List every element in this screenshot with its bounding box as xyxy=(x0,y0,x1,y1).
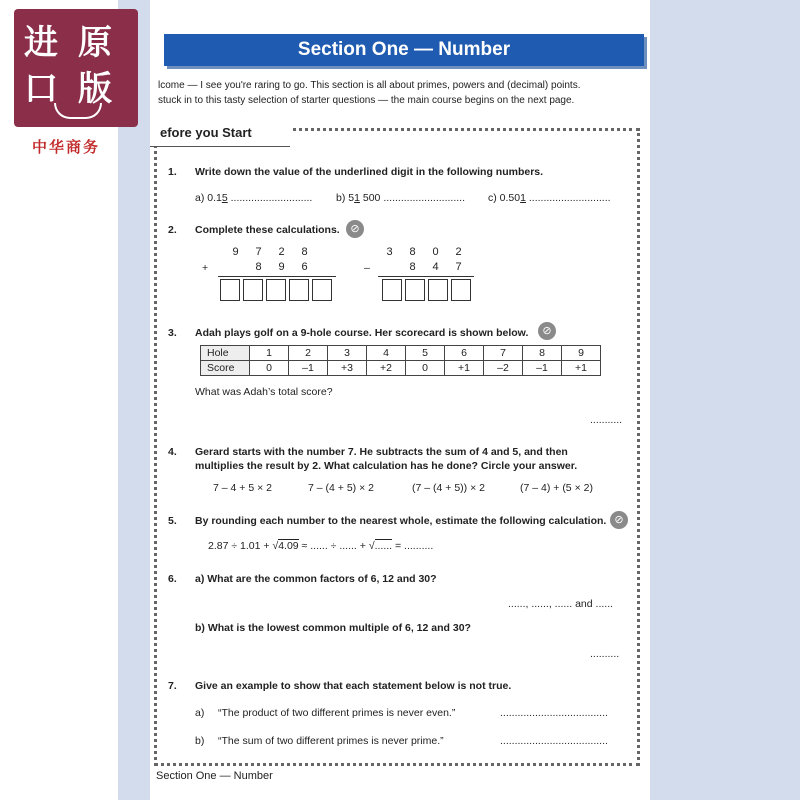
q4-line-1: Gerard starts with the number 7. He subtracts the sum of 4 and 5, and then xyxy=(195,446,568,458)
q2-sub-top xyxy=(378,246,470,258)
score-header: Score xyxy=(201,361,250,376)
digit: 8 xyxy=(409,246,416,258)
q1-b-number: 5 xyxy=(348,192,355,204)
q2-add-top xyxy=(224,246,316,258)
digit: 6 xyxy=(301,261,308,273)
q6-a-text: a) What are the common factors of 6, 12 and 30? xyxy=(195,573,437,585)
before-you-start-label: efore you Start xyxy=(150,120,290,147)
score-cell: +3 xyxy=(328,361,367,376)
hole-header: Hole xyxy=(201,346,250,361)
score-row xyxy=(201,361,601,376)
q1-b-blank: ............................ xyxy=(383,192,465,204)
digit: 8 xyxy=(409,261,416,273)
q2-number: 2. xyxy=(168,224,177,236)
answer-box[interactable] xyxy=(266,279,286,301)
section-title: Section One — Number xyxy=(164,34,644,66)
q2-sub-bottom xyxy=(401,261,470,273)
q1-text: Write down the value of the underlined digit in the following numbers. xyxy=(195,166,544,178)
answer-box[interactable] xyxy=(220,279,240,301)
q2-add-operator: + xyxy=(202,262,209,274)
q5-expr-part: 2.87 ÷ 1.01 + xyxy=(208,540,273,552)
score-cell: +1 xyxy=(445,361,484,376)
q4-number: 4. xyxy=(168,446,177,458)
logo-char: 进 xyxy=(24,23,58,63)
q1-part-a xyxy=(195,192,312,204)
answer-box[interactable] xyxy=(405,279,425,301)
q1-part-b xyxy=(336,192,465,204)
q7-a-text: “The product of two different primes is never even.” xyxy=(218,707,456,719)
score-cell: –2 xyxy=(484,361,523,376)
q5-expr-part: = .......... xyxy=(392,540,434,552)
digit: 7 xyxy=(455,261,462,273)
no-calculator-icon: ⊘ xyxy=(610,511,628,529)
q1-a-number: 0.1 xyxy=(207,192,222,204)
q2-add-bottom xyxy=(247,261,316,273)
q1-a-label: a) xyxy=(195,192,205,204)
page-footer: Section One — Number xyxy=(156,770,273,782)
digit: 7 xyxy=(255,246,262,258)
q1-a-blank: ............................ xyxy=(230,192,313,204)
q7-b-text: “The sum of two different primes is never prime.” xyxy=(218,735,444,747)
answer-box[interactable] xyxy=(451,279,471,301)
digit: 4 xyxy=(432,261,439,273)
q6-b-answer: .......... xyxy=(590,648,620,660)
q1-part-c xyxy=(488,192,611,204)
digit: 9 xyxy=(232,246,239,258)
q1-c-number: 0.50 xyxy=(499,192,521,204)
hole-cell: 1 xyxy=(250,346,289,361)
q2-text: Complete these calculations. xyxy=(195,224,340,236)
hole-cell: 7 xyxy=(484,346,523,361)
hole-cell: 9 xyxy=(562,346,601,361)
q2-sub-operator: – xyxy=(364,262,370,274)
q7-a-label: a) xyxy=(195,707,205,719)
intro-line-1: lcome — I see you're raring to go. This section is all about primes, powers and (decimal) points. xyxy=(158,80,581,91)
hole-cell: 4 xyxy=(367,346,406,361)
no-calculator-icon: ⊘ xyxy=(538,322,556,340)
hole-cell: 8 xyxy=(523,346,562,361)
score-cell: +2 xyxy=(367,361,406,376)
hole-cell: 6 xyxy=(445,346,484,361)
q7-b-label: b) xyxy=(195,735,205,747)
book-icon xyxy=(54,103,102,119)
score-cell: +1 xyxy=(562,361,601,376)
q7-a-blank: ..................................... xyxy=(500,707,608,719)
q2-sub-rule xyxy=(378,276,474,277)
q2-sub-answer-boxes[interactable] xyxy=(382,279,471,301)
digit: 8 xyxy=(255,261,262,273)
answer-box[interactable] xyxy=(312,279,332,301)
q1-b-underlined: 1 xyxy=(354,192,360,204)
q5-sqrt-value: 4.09 xyxy=(278,540,299,552)
score-cell: 0 xyxy=(250,361,289,376)
q5-sqrt-blank: ...... xyxy=(374,540,393,552)
digit: 0 xyxy=(432,246,439,258)
q2-add-rule xyxy=(218,276,336,277)
hole-cell: 2 xyxy=(289,346,328,361)
hole-cell: 5 xyxy=(406,346,445,361)
q7-b-blank: ..................................... xyxy=(500,735,608,747)
q5-expression xyxy=(208,540,433,552)
digit: 2 xyxy=(455,246,462,258)
sqrt-symbol: √ xyxy=(368,540,375,552)
answer-box[interactable] xyxy=(382,279,402,301)
q2-add-answer-boxes[interactable] xyxy=(220,279,332,301)
q5-expr-part: ≈ ...... ÷ ...... + xyxy=(298,540,369,552)
q1-c-label: c) xyxy=(488,192,497,204)
q6-number: 6. xyxy=(168,573,177,585)
logo-char: 版 xyxy=(78,69,112,109)
q6-a-answer: ......, ......, ...... and ...... xyxy=(508,598,614,610)
answer-box[interactable] xyxy=(243,279,263,301)
score-cell: 0 xyxy=(406,361,445,376)
answer-box[interactable] xyxy=(428,279,448,301)
publisher-logo xyxy=(14,9,138,127)
intro-text xyxy=(158,78,638,108)
q5-number: 5. xyxy=(168,515,177,527)
q7-number: 7. xyxy=(168,680,177,692)
q7-text: Give an example to show that each statement below is not true. xyxy=(195,680,512,692)
q4-option-3[interactable]: (7 – (4 + 5)) × 2 xyxy=(412,482,485,494)
q3-question: What was Adah’s total score? xyxy=(195,386,333,398)
q4-option-1[interactable]: 7 – 4 + 5 × 2 xyxy=(213,482,272,494)
q1-number: 1. xyxy=(168,166,177,178)
q1-b-label: b) xyxy=(336,192,346,204)
scorecard-table xyxy=(200,345,601,376)
q4-option-2[interactable]: 7 – (4 + 5) × 2 xyxy=(308,482,374,494)
digit: 9 xyxy=(278,261,285,273)
answer-box[interactable] xyxy=(289,279,309,301)
q5-text: By rounding each number to the nearest whole, estimate the following calculation. xyxy=(195,515,607,527)
q3-text: Adah plays golf on a 9-hole course. Her scorecard is shown below. xyxy=(195,327,529,339)
score-cell: –1 xyxy=(523,361,562,376)
hole-row xyxy=(201,346,601,361)
q6-b-text: b) What is the lowest common multiple of 6, 12 and 30? xyxy=(195,622,471,634)
q3-answer-blank: ........... xyxy=(590,414,623,426)
q4-line-2: multiplies the result by 2. What calculation has he done? Circle your answer. xyxy=(195,460,578,472)
q1-c-underlined: 1 xyxy=(520,192,526,204)
digit: 3 xyxy=(386,246,393,258)
digit: 2 xyxy=(278,246,285,258)
hole-cell: 3 xyxy=(328,346,367,361)
logo-char: 原 xyxy=(78,23,112,63)
q3-number: 3. xyxy=(168,327,177,339)
score-cell: –1 xyxy=(289,361,328,376)
q1-a-underlined: 5 xyxy=(221,192,228,204)
no-calculator-icon: ⊘ xyxy=(346,220,364,238)
digit: 8 xyxy=(301,246,308,258)
worksheet-page xyxy=(150,0,650,800)
intro-line-2: stuck in to this tasty selection of starter questions — the main course begins on the next page. xyxy=(158,95,575,106)
logo-subtitle: 中华商务 xyxy=(32,138,101,156)
logo-char: 口 xyxy=(24,69,58,109)
q1-b-rest: 500 xyxy=(359,192,381,204)
sqrt-symbol: √ xyxy=(272,540,279,552)
q4-option-4[interactable]: (7 – 4) + (5 × 2) xyxy=(520,482,593,494)
q1-c-blank: ............................ xyxy=(528,192,611,204)
